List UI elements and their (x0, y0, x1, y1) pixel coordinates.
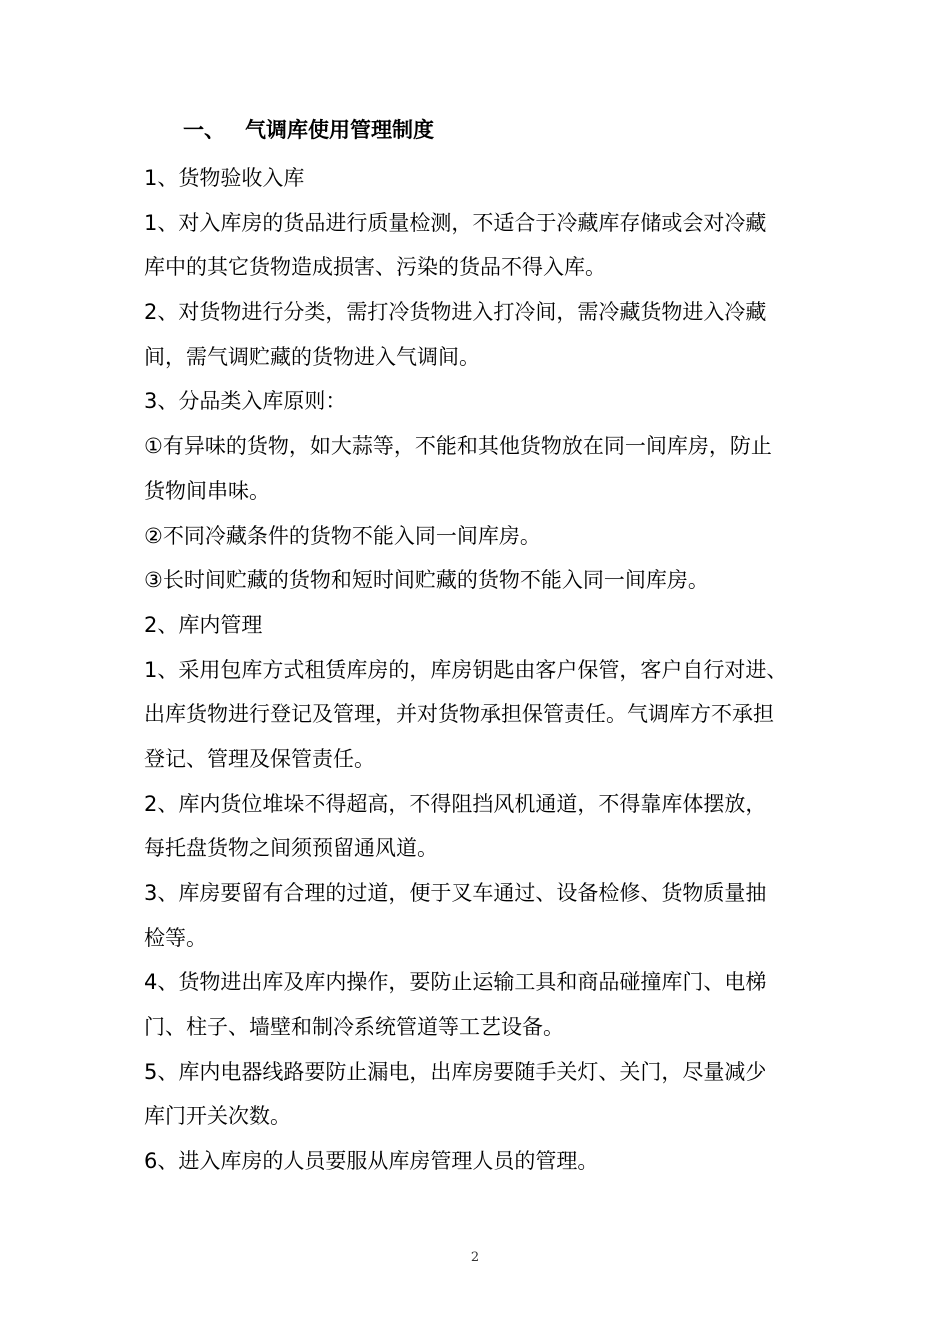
text-line: 库门开关次数。 (144, 1104, 291, 1129)
page-number: 2 (470, 1250, 480, 1265)
text-line: 6、进入库房的人员要服从库房管理人员的管理。 (144, 1149, 599, 1174)
section-number: 一、 (183, 118, 225, 142)
text-line: ①有异味的货物，如大蒜等，不能和其他货物放在同一间库房，防止 (144, 434, 772, 459)
text-line: 门、柱子、墙壁和制冷系统管道等工艺设备。 (144, 1015, 564, 1040)
document-body (144, 156, 812, 1184)
text-line: 5、库内电器线路要防止漏电，出库房要随手关灯、关门，尽量减少 (144, 1059, 767, 1084)
text-line: 间，需气调贮藏的货物进入气调间。 (144, 344, 480, 369)
text-line: 4、货物进出库及库内操作，要防止运输工具和商品碰撞库门、电梯 (144, 970, 767, 995)
text-line: 每托盘货物之间须预留通风道。 (144, 836, 438, 861)
text-line: 1、货物验收入库 (144, 166, 305, 190)
text-line: 2、库内管理 (144, 612, 263, 637)
text-line: ③长时间贮藏的货物和短时间贮藏的货物不能入同一间库房。 (144, 568, 709, 593)
text-line: 2、库内货位堆垛不得超高，不得阻挡风机通道，不得靠库体摆放， (144, 791, 767, 816)
text-line: 3、分品类入库原则： (144, 389, 347, 414)
text-line: 出库货物进行登记及管理，并对货物承担保管责任。气调库方不承担 (144, 702, 774, 727)
text-line: 检等。 (144, 925, 207, 950)
text-line: 3、库房要留有合理的过道，便于叉车通过、设备检修、货物质量抽 (144, 881, 767, 905)
text-line: 登记、管理及保管责任。 (144, 746, 375, 771)
text-line: 1、对入库房的货品进行质量检测，不适合于冷藏库存储或会对冷藏 (144, 210, 767, 235)
text-line: 1、采用包库方式租赁库房的，库房钥匙由客户保管，客户自行对进、 (144, 657, 788, 682)
text-line: 库中的其它货物造成损害、污染的货品不得入库。 (144, 255, 606, 280)
section-title: 气调库使用管理制度 (245, 118, 434, 142)
text-line: 货物间串味。 (144, 478, 270, 503)
section-heading (183, 114, 434, 146)
text-line: 2、对货物进行分类，需打冷货物进入打冷间，需冷藏货物进入冷藏 (144, 300, 767, 325)
text-line: ②不同冷藏条件的货物不能入同一间库房。 (144, 523, 541, 548)
